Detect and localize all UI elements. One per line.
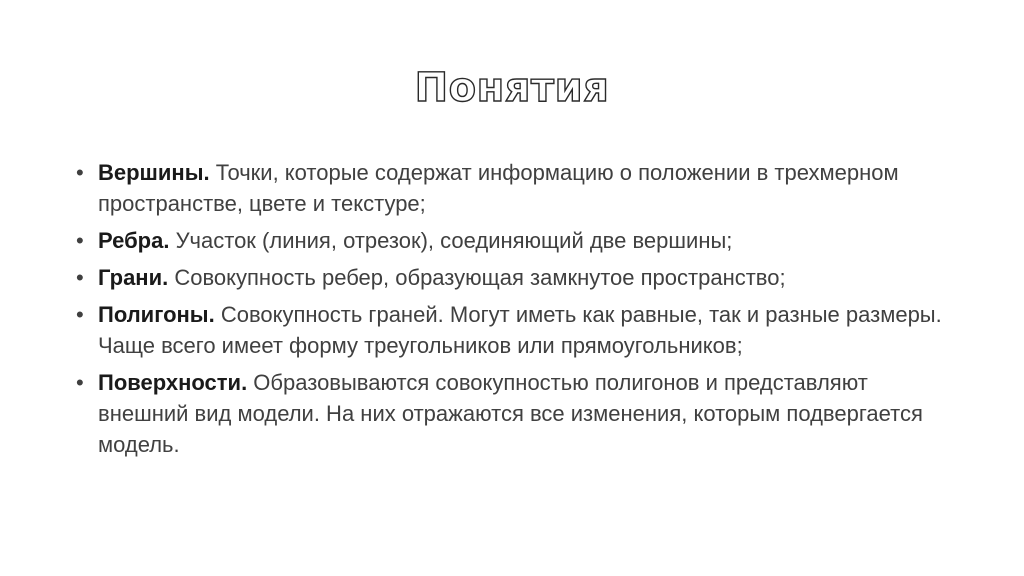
definition-faces: Совокупность ребер, образующая замкнутое пространство; [168,265,786,290]
term-polygons: Полигоны. [98,302,215,327]
bullet-icon: • [76,160,84,185]
list-item-edges [76,225,956,256]
bullet-list [76,157,956,466]
term-surfaces: Поверхности. [98,370,248,395]
slide-title: Понятия [414,65,610,111]
list-item-faces [76,262,956,293]
term-faces: Грани. [98,265,169,290]
list-item-surfaces [76,367,956,460]
definition-edges: Участок (линия, отрезок), соединяющий две вершины; [169,228,733,253]
list-item-vertices [76,157,956,219]
definition-polygons: Совокупность граней. Могут иметь как равные, так и разные размеры. Чаще всего имеет форму треугольников или прямоугольников; [98,302,942,358]
bullet-icon: • [76,370,84,395]
definition-surfaces: Образовываются совокупностью полигонов и представляют внешний вид модели. На них отражаются все изменения, которым подвергается модель. [98,370,923,457]
bullet-icon: • [76,228,84,253]
bullet-icon: • [76,302,84,327]
list-item-polygons [76,299,956,361]
term-vertices: Вершины. [98,160,210,185]
definition-vertices: Точки, которые содержат информацию о положении в трехмерном пространстве, цвете и текстуре; [98,160,899,216]
bullet-icon: • [76,265,84,290]
term-edges: Ребра. [98,228,170,253]
